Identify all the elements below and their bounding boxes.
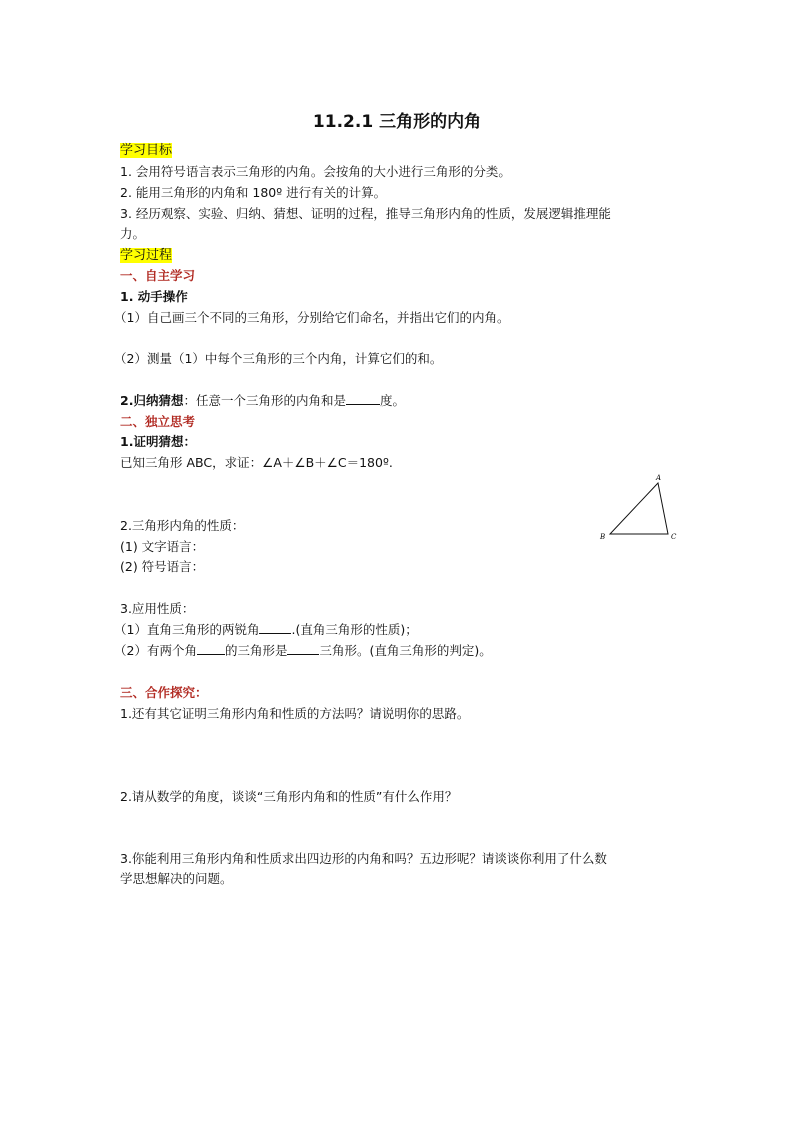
section-3-title: 三、合作探究： — [120, 685, 208, 700]
page-title: 11.2.1 三角形的内角 — [312, 112, 482, 132]
section-3-question-3-cont: 学思想解决的问题。 — [120, 871, 233, 886]
apply-title: 3.应用性质： — [120, 601, 195, 616]
section-3-question-2: 2.请从数学的角度，谈谈“三角形内角和的性质”有什么作用？ — [120, 789, 458, 804]
section-1-question-2: （2）测量（1）中每个三角形的三个内角，计算它们的和。 — [114, 351, 443, 366]
vertex-label-b: B — [600, 533, 606, 541]
triangle-figure — [596, 470, 686, 545]
vertex-label-a: A — [656, 474, 662, 482]
apply-item-2: （2）有两个角 的三角形是 三角形。(直角三角形的判定)。 — [114, 643, 492, 658]
section-2-given: 已知三角形 ABC，求证：∠A＋∠B＋∠C＝180º. — [120, 455, 393, 470]
process-header: 学习过程 — [120, 248, 173, 263]
section-3-question-3: 3.你能利用三角形内角和性质求出四边形的内角和吗？五边形呢？请谈谈你利用了什么数 — [120, 851, 607, 866]
goals-header: 学习目标 — [120, 143, 173, 158]
goal-3-cont: 力。 — [120, 226, 146, 241]
property-symbol-language: (2) 符号语言： — [120, 559, 205, 574]
section-1-sub-2: 2.归纳猜想：任意一个三角形的内角和是 度。 — [120, 393, 405, 408]
section-1-sub-1: 1. 动手操作 — [120, 289, 188, 304]
property-title: 2.三角形内角的性质： — [120, 518, 245, 533]
property-text-language: (1) 文字语言： — [120, 539, 205, 554]
apply-item-1: （1）直角三角形的两锐角 .(直角三角形的性质)； — [114, 622, 418, 637]
section-1-question-1: （1）自己画三个不同的三角形，分别给它们命名，并指出它们的内角。 — [114, 310, 510, 325]
section-2-title: 二、独立思考 — [120, 414, 196, 429]
goal-1: 1. 会用符号语言表示三角形的内角。会按角的大小进行三角形的分类。 — [120, 164, 511, 179]
goal-3: 3. 经历观察、实验、归纳、猜想、证明的过程，推导三角形内角的性质，发展逻辑推理能 — [120, 206, 611, 221]
vertex-label-c: C — [671, 533, 677, 541]
section-3-question-1: 1.还有其它证明三角形内角和性质的方法吗？请说明你的思路。 — [120, 706, 470, 721]
goal-2: 2. 能用三角形的内角和 180º 进行有关的计算。 — [120, 185, 387, 200]
section-1-title: 一、自主学习 — [120, 268, 196, 283]
section-2-sub-1: 1.证明猜想： — [120, 434, 196, 449]
